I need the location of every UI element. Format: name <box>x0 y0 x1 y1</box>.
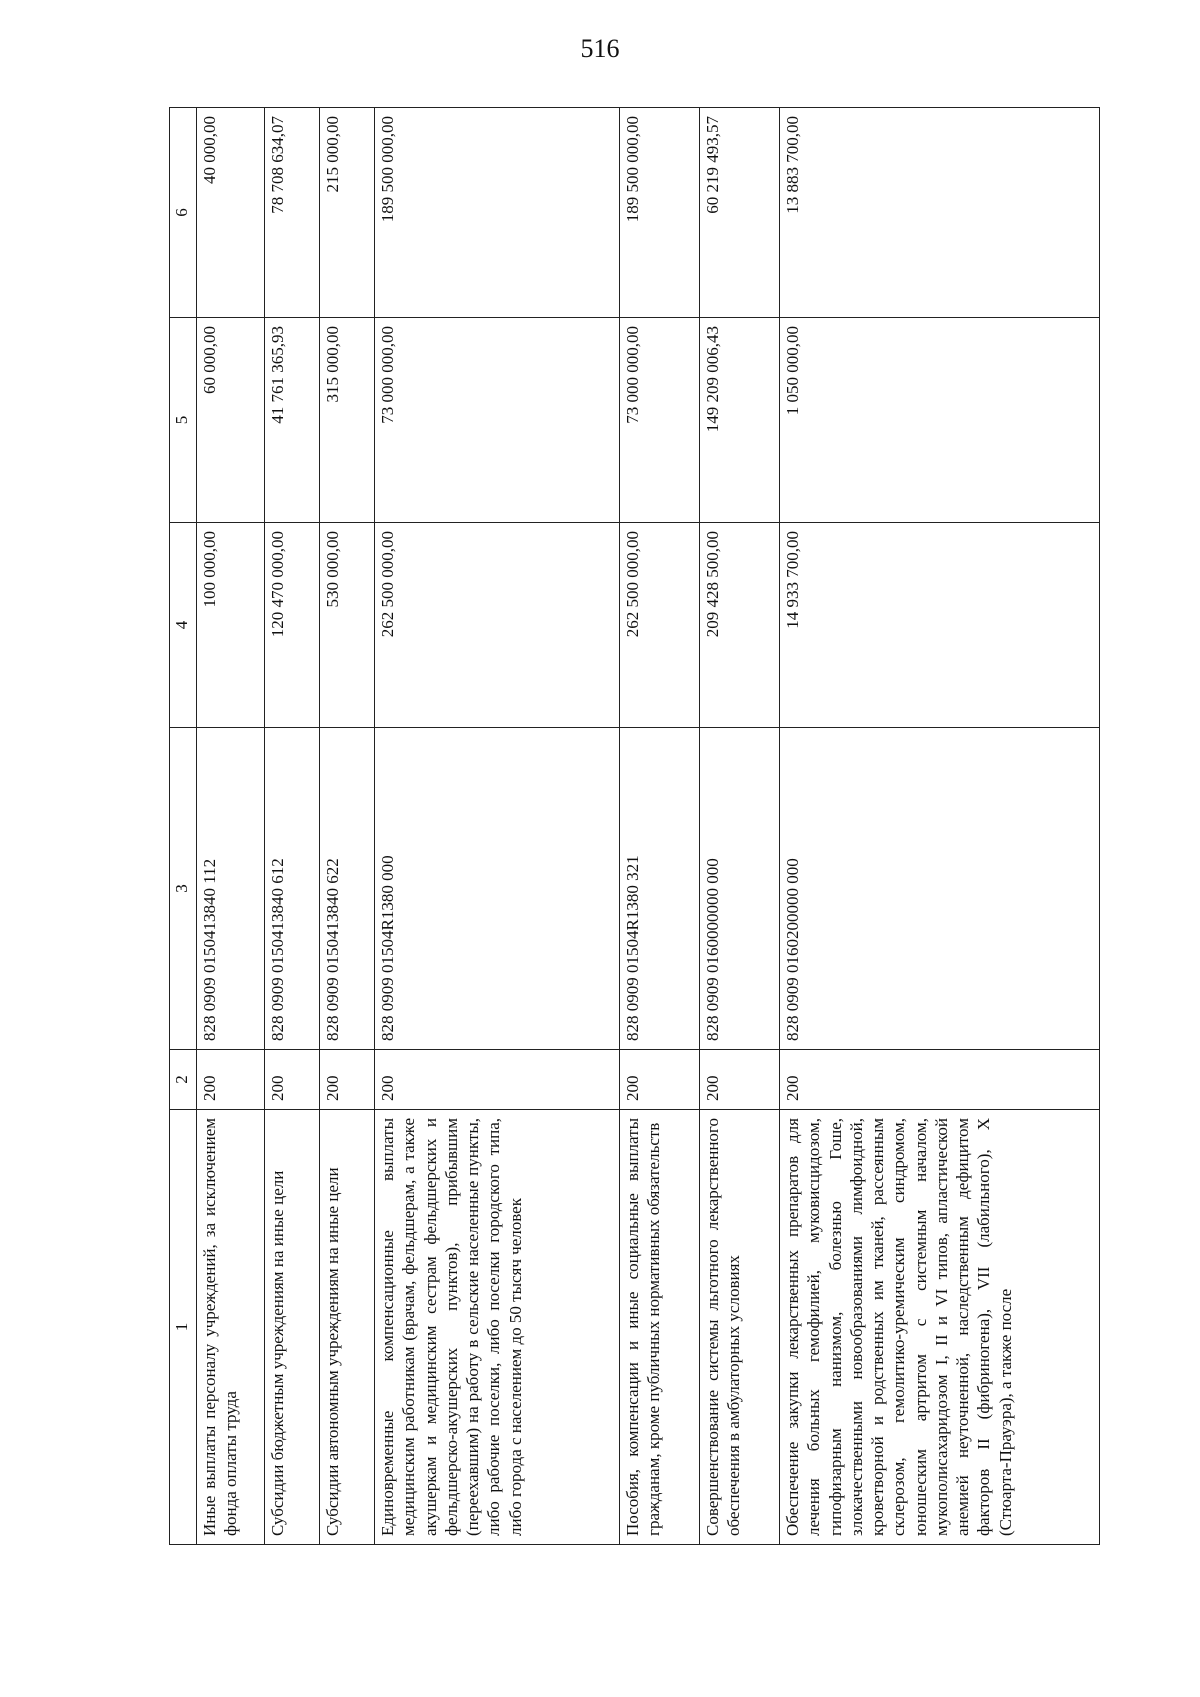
column-number: 4 <box>170 523 197 728</box>
row-section: 200 <box>375 1050 620 1110</box>
table-row <box>700 108 780 1545</box>
row-section: 200 <box>197 1050 265 1110</box>
row-code: 828 0909 0150413840 612 <box>265 728 320 1050</box>
row-description: Обеспечение закупки лекарственных препаратов для лечения больных гемофилией, муковисцидозом, гипофизарным нанизмом, болезнью Гоше, злокачественными новообразованиями лимфоидной, кроветворной и родственных им тканей, рассеянным склерозом, гемолитико-уремическим синдромом, юношеским артритом с системным началом, мукополисахаридозом I, II и VI типов, апластической анемией неуточненной, наследственным дефицитом факторов II (фибриногена), VII (лабильного), X (Стюарта-Прауэра), а также после <box>780 1110 1100 1545</box>
column-number: 3 <box>170 728 197 1050</box>
row-value-col4: 100 000,00 <box>197 523 265 728</box>
table-row <box>620 108 700 1545</box>
row-description: Единовременные компенсационные выплаты медицинским работникам (врачам, фельдшерам, а также акушеркам и медицинским сестрам фельдшерских и фельдшерско-акушерских пунктов), прибывшим (переехавшим) на работу в сельские населенные пункты, либо рабочие поселки, либо поселки городского типа, либо города с населением до 50 тысяч человек <box>375 1110 620 1545</box>
row-code: 828 0909 0150413840 622 <box>320 728 375 1050</box>
row-description: Совершенствование системы льготного лекарственного обеспечения в амбулаторных условиях <box>700 1110 780 1545</box>
row-value-col4: 120 470 000,00 <box>265 523 320 728</box>
row-value-col5: 41 761 365,93 <box>265 318 320 523</box>
table-row <box>375 108 620 1545</box>
rotated-table-container <box>169 108 1106 1545</box>
column-number: 2 <box>170 1050 197 1110</box>
row-code: 828 0909 01504R1380 321 <box>620 728 700 1050</box>
row-value-col4: 262 500 000,00 <box>620 523 700 728</box>
row-value-col6: 189 500 000,00 <box>375 108 620 318</box>
table-row <box>780 108 1100 1545</box>
row-value-col4: 262 500 000,00 <box>375 523 620 728</box>
table-row <box>265 108 320 1545</box>
page-number: 516 <box>580 34 620 63</box>
row-code: 828 0909 0160200000 000 <box>780 728 1100 1050</box>
row-value-col5: 73 000 000,00 <box>375 318 620 523</box>
row-value-col6: 78 708 634,07 <box>265 108 320 318</box>
row-value-col6: 189 500 000,00 <box>620 108 700 318</box>
row-value-col5: 73 000 000,00 <box>620 318 700 523</box>
row-value-col5: 149 209 006,43 <box>700 318 780 523</box>
row-description: Иные выплаты персоналу учреждений, за исключением фонда оплаты труда <box>197 1110 265 1545</box>
table-row <box>197 108 265 1545</box>
row-section: 200 <box>265 1050 320 1110</box>
column-number: 5 <box>170 318 197 523</box>
column-number: 6 <box>170 108 197 318</box>
row-section: 200 <box>700 1050 780 1110</box>
row-value-col5: 60 000,00 <box>197 318 265 523</box>
column-numbers-row <box>170 108 197 1545</box>
row-value-col4: 209 428 500,00 <box>700 523 780 728</box>
row-value-col6: 60 219 493,57 <box>700 108 780 318</box>
table-row <box>320 108 375 1545</box>
column-number: 1 <box>170 1110 197 1545</box>
row-code: 828 0909 0150413840 112 <box>197 728 265 1050</box>
row-value-col4: 14 933 700,00 <box>780 523 1100 728</box>
row-value-col6: 215 000,00 <box>320 108 375 318</box>
row-description: Субсидии автономным учреждениям на иные цели <box>320 1110 375 1545</box>
row-value-col6: 40 000,00 <box>197 108 265 318</box>
row-description: Пособия, компенсации и иные социальные выплаты гражданам, кроме публичных нормативных обязательств <box>620 1110 700 1545</box>
row-section: 200 <box>620 1050 700 1110</box>
row-code: 828 0909 0160000000 000 <box>700 728 780 1050</box>
row-description: Субсидии бюджетным учреждениям на иные цели <box>265 1110 320 1545</box>
row-value-col5: 1 050 000,00 <box>780 318 1100 523</box>
row-section: 200 <box>780 1050 1100 1110</box>
row-code: 828 0909 01504R1380 000 <box>375 728 620 1050</box>
row-section: 200 <box>320 1050 375 1110</box>
row-value-col6: 13 883 700,00 <box>780 108 1100 318</box>
row-value-col5: 315 000,00 <box>320 318 375 523</box>
row-value-col4: 530 000,00 <box>320 523 375 728</box>
budget-table <box>169 107 1100 1545</box>
